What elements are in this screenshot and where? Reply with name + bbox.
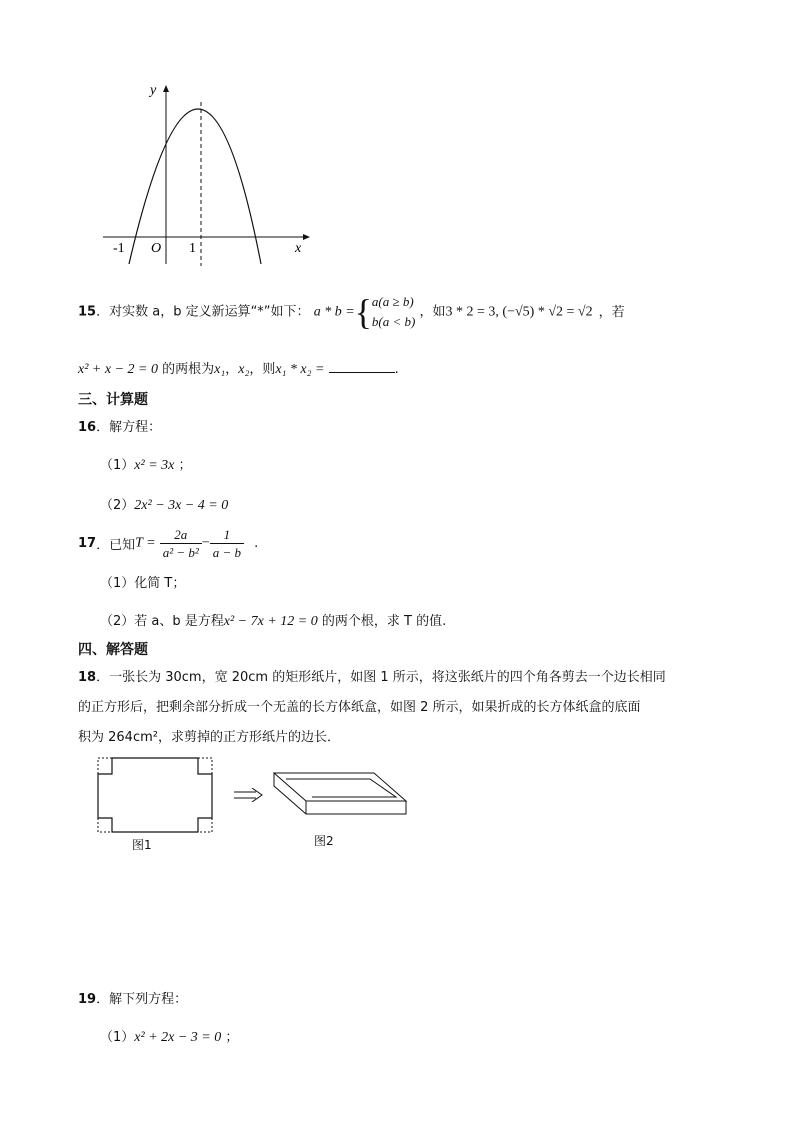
q15-end: . — [394, 362, 399, 377]
figure-1-caption: 图1 — [132, 838, 152, 852]
q15-expression: x₁ * x₂ = — [275, 362, 325, 377]
part-end: ； — [225, 1030, 239, 1045]
root-x2: x₂ — [238, 362, 250, 377]
q15-then: ，则 — [249, 362, 276, 377]
q15-example: 3 * 2 = 3, (−√5) * √2 = √2 — [445, 304, 593, 320]
case-2: b(a < b) — [371, 314, 416, 329]
fraction-1 — [160, 526, 202, 561]
section-4-title: 四、解答题 — [78, 642, 148, 658]
separator: ， — [225, 362, 239, 377]
fraction-2 — [210, 526, 244, 561]
question-number: 15 — [78, 304, 97, 320]
q15-roots-text: 的两根为 — [162, 362, 215, 377]
minus-sign: − — [201, 535, 210, 551]
figure-1-paper — [94, 756, 216, 836]
q15-text-3: ，若 — [598, 304, 625, 320]
tick-1: 1 — [189, 241, 196, 256]
part-equation: x² + 2x − 3 = 0 — [134, 1030, 222, 1045]
q17-part-1: （1）化简 T； — [100, 576, 186, 591]
tick-neg1: -1 — [113, 241, 125, 256]
question-number: 16 — [78, 420, 97, 435]
q17-prompt: ．已知 — [96, 538, 136, 553]
q16-part-2 — [100, 494, 228, 514]
figure-2-box — [270, 768, 412, 824]
part-label: （2） — [100, 498, 135, 513]
double-arrow-icon — [234, 788, 264, 802]
part-end: ； — [178, 458, 192, 473]
question-19 — [78, 988, 187, 1007]
question-17 — [78, 526, 258, 561]
question-number: 18 — [78, 670, 97, 685]
corner-squares-dashed — [98, 758, 212, 832]
answer-blank[interactable] — [329, 360, 395, 373]
fraction-2-denominator: a − b — [212, 545, 241, 560]
q17-end: . — [254, 536, 259, 551]
question-16 — [78, 416, 161, 435]
q19-part-1 — [100, 1026, 238, 1046]
q17-T: T = — [135, 535, 156, 551]
part-text: （2）若 a、b 是方程 — [100, 614, 224, 629]
origin-label: O — [151, 241, 162, 256]
q16-prompt: ．解方程： — [96, 420, 162, 435]
part-label: （1） — [100, 1030, 135, 1045]
question-15 — [78, 292, 625, 332]
cut-rectangle-outline — [98, 758, 212, 832]
q15-text: ．对实数 a，b 定义新运算“*”如下： — [96, 304, 310, 320]
question-number: 19 — [78, 992, 97, 1007]
question-18-line1 — [78, 666, 666, 685]
box-inner-rim — [286, 779, 396, 797]
q15-equation: x² + x − 2 = 0 — [78, 362, 158, 377]
part-equation: x² − 7x + 12 = 0 — [223, 614, 318, 629]
q18-text-1: ．一张长为 30cm，宽 20cm 的矩形纸片，如图 1 所示，将这张纸片的四个角各剪去一个边长相同 — [96, 670, 666, 685]
q15-definition: a * b = — [313, 304, 355, 320]
q19-prompt: ．解下列方程： — [96, 992, 188, 1007]
q15-cases — [372, 292, 415, 332]
fraction-2-numerator: 1 — [210, 526, 244, 544]
parabola-graph — [95, 78, 320, 268]
q17-part-2 — [100, 610, 446, 630]
fraction-1-numerator: 2a — [160, 526, 202, 544]
q15-text-2: ，如 — [419, 304, 446, 320]
question-15-line2 — [78, 358, 399, 378]
case-1: a(a ≥ b) — [371, 294, 414, 309]
part-label: （1） — [100, 458, 135, 473]
brace-icon: { — [354, 292, 372, 332]
section-3-title: 三、计算题 — [78, 392, 148, 408]
fraction-1-denominator: a² − b² — [162, 545, 199, 560]
question-18-line3: 积为 264cm²，求剪掉的正方形纸片的边长． — [78, 730, 340, 745]
part-equation: 2x² − 3x − 4 = 0 — [134, 498, 229, 513]
question-18-line2: 的正方形后，把剩余部分折成一个无盖的长方体纸盒，如图 2 所示，如果折成的长方体纸盒的底面 — [78, 700, 641, 715]
x-axis-label: x — [295, 241, 302, 256]
figure-2-caption: 图2 — [314, 834, 334, 848]
part-equation: x² = 3x — [134, 458, 175, 473]
y-axis-label: y — [150, 83, 157, 98]
part-text-2: 的两个根，求 T 的值. — [321, 614, 447, 629]
question-number: 17 — [78, 536, 97, 551]
q16-part-1 — [100, 454, 192, 474]
root-x1: x₁ — [214, 362, 226, 377]
